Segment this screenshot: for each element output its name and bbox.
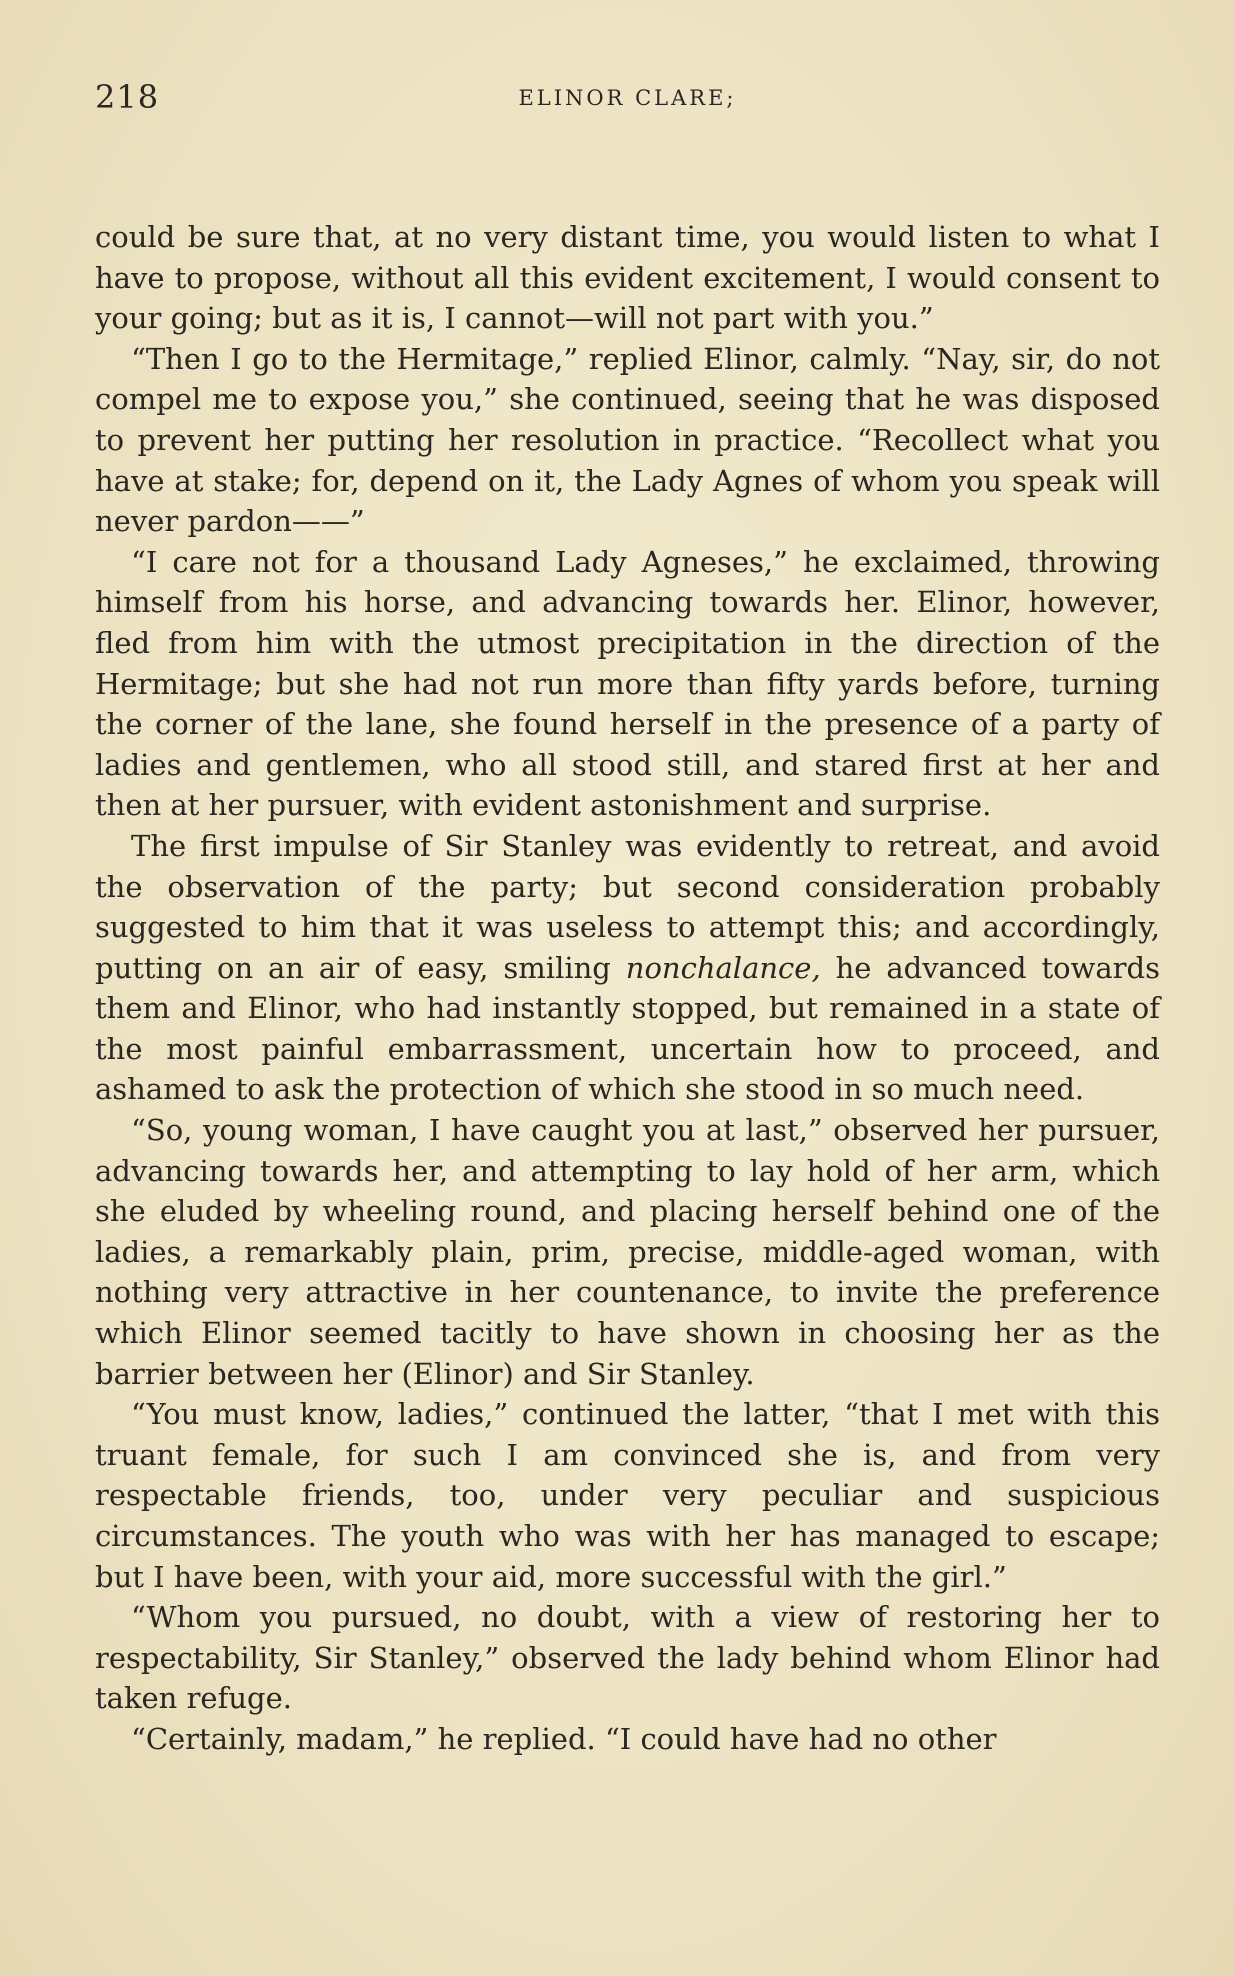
italic-word: nonchalance, (625, 950, 821, 985)
running-head: ELINOR CLARE; (518, 86, 737, 110)
paragraph-text: The first impulse of Sir Stanley was evidently to retreat, and avoid the observation of the party; but second consideration probably suggested to him that it was useless to attempt this; and accordingly, putting on an air of easy, smiling (95, 828, 1160, 985)
paragraph: could be sure that, at no very distant time, you would listen to what I have to propose, without all this evident excitement, I would consent to your going; but as it is, I cannot—will not part with you.” (95, 220, 1160, 336)
page-number: 218 (95, 78, 160, 116)
paragraph: “Then I go to the Hermitage,” replied Elinor, calmly. “Nay, sir, do not compel me to expose you,” she continued, seeing that he was disposed to prevent her putting her resolution in practice. “Recollect what you have at stake; for, depend on it, the Lady Agnes of whom you speak will never pardon——” (95, 341, 1160, 539)
body-text (95, 217, 1160, 1760)
paragraph: “Whom you pursued, no doubt, with a view of restoring her to respectability, Sir Stanley,” observed the lady behind whom Elinor had taken refuge. (95, 1600, 1160, 1716)
paragraph (95, 826, 1160, 1110)
paragraph: “So, young woman, I have caught you at last,” observed her pursuer, advancing towards her, and attempting to lay hold of her arm, which she eluded by wheeling round, and placing herself behind one of the ladies, a remarkably plain, prim, precise, middle-aged woman, with nothing very attractive in her countenance, to invite the preference which Elinor seemed tacitly to have shown in choosing her as the barrier between her (Elinor) and Sir Stanley. (95, 1113, 1160, 1391)
book-page (95, 70, 1160, 1760)
paragraph-text: he advanced towards them and Elinor, who had instantly stopped, but remained in a state of the most painful embarrassment, uncertain how to proceed, and ashamed to ask the protection of which she stood in so much need. (95, 950, 1160, 1107)
page-header (95, 70, 1160, 122)
paragraph: “Certainly, madam,” he replied. “I could have had no other (131, 1721, 997, 1756)
paragraph: “I care not for a thousand Lady Agneses,” he exclaimed, throwing himself from his horse, and advancing towards her. Elinor, however, fled from him with the utmost precipitation in the direction of the Hermitage; but she had not run more than fifty yards before, turning the corner of the lane, she found herself in the presence of a party of ladies and gentlemen, who all stood still, and stared first at her and then at her pursuer, with evident astonishment and surprise. (95, 544, 1160, 823)
paragraph: “You must know, ladies,” continued the latter, “that I met with this truant female, for such I am convinced she is, and from very respectable friends, too, under very peculiar and suspicious circumstances. The youth who was with her has managed to escape; but I have been, with your aid, more successful with the girl.” (95, 1397, 1160, 1594)
